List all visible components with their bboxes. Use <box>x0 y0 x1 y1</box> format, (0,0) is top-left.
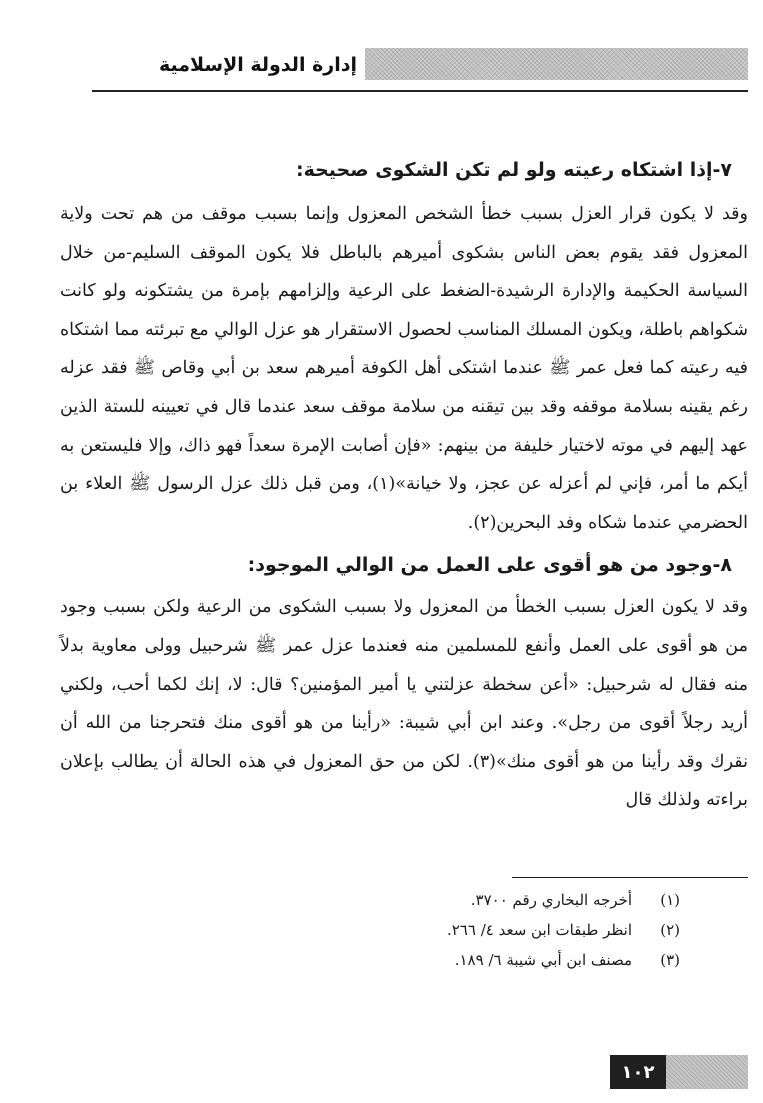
header-decorative-pattern <box>365 48 748 80</box>
footer-decorative-pattern <box>666 1055 748 1089</box>
section-paragraph-8: وقد لا يكون العزل بسبب الخطأ من المعزول ولا بسبب الشكوى من الرعية ولكن بسبب وجود من هو أقوى على العمل وأنفع للمسلمين منه فعندما عزل عمر ﷺ شرحبيل وولى معاوية بدلاً منه فقال له شرحبيل: «أعن سخطة عزلتني يا أمير المؤمنين؟ قال: لا، إنك لكما أحب، ولكني أريد رجلاً أقوى من رجل». وعند ابن أبي شيبة: «رأينا من هو أقوى منك فتحرجنا من الله أن نقرك وقد رأينا من هو أقوى منك»(٣). لكن من حق المعزول في هذه الحالة أن يطالب بإعلان براءته ولذلك قال <box>60 597 748 811</box>
footnotes <box>300 885 680 975</box>
page-body <box>60 145 748 820</box>
section-heading-7: ٧-إذا اشتكاه رعيته ولو لم تكن الشكوى صحيحة: <box>295 159 732 181</box>
footnote-item <box>300 945 680 975</box>
header-rule <box>92 90 748 92</box>
footnote-number: (١) <box>660 891 680 909</box>
footnote-text: انظر طبقات ابن سعد ٤/ ٢٦٦. <box>446 921 632 939</box>
footnote-number: (٢) <box>660 921 680 939</box>
footnote-text: مصنف ابن أبي شيبة ٦/ ١٨٩. <box>454 951 632 969</box>
footnote-rule <box>512 877 748 878</box>
page-number: ١٠٢ <box>610 1055 666 1089</box>
running-title: إدارة الدولة الإسلامية <box>158 54 357 76</box>
section-paragraph-7: وقد لا يكون قرار العزل بسبب خطأ الشخص المعزول وإنما بسبب موقف من هم تحت ولاية المعزول فقد يقوم بعض الناس بشكوى أميرهم بالباطل فلا يكون الموقف السليم-من خلال السياسة الحكيمة والإدارة الرشيدة-الضغط على الرعية وإلزامهم بإمرة من يشتكونه ولو كانت شكواهم باطلة، ويكون المسلك المناسب لحصول الاستقرار هو عزل الوالي مع تبرئته مما اشتكاه فيه رعيته كما فعل عمر ﷺ عندما اشتكى أهل الكوفة أميرهم سعد بن أبي وقاص ﷺ فقد عزله رغم يقينه بسلامة موقفه وقد بين تيقنه من سلامة موقف سعد عندما قال في تعيينه للستة الذين عهد إليهم في موته لاختيار خليفة من بينهم: «فإن أصابت الإمرة سعداً فهو ذاك، وإلا فليستعن به أيكم ما أمر، فإني لم أعزله عن عجز، ولا خيانة»(١)، ومن قبل ذلك عزل الرسول ﷺ العلاء بن الحضرمي عندما شكاه وفد البحرين(٢). <box>60 204 748 533</box>
footnote-item <box>300 885 680 915</box>
section-heading-8: ٨-وجود من هو أقوى على العمل من الوالي الموجود: <box>247 554 732 577</box>
footnote-item <box>300 915 680 945</box>
footnote-text: أخرجه البخاري رقم ٣٧٠٠. <box>470 891 632 909</box>
footnote-number: (٣) <box>660 951 680 969</box>
